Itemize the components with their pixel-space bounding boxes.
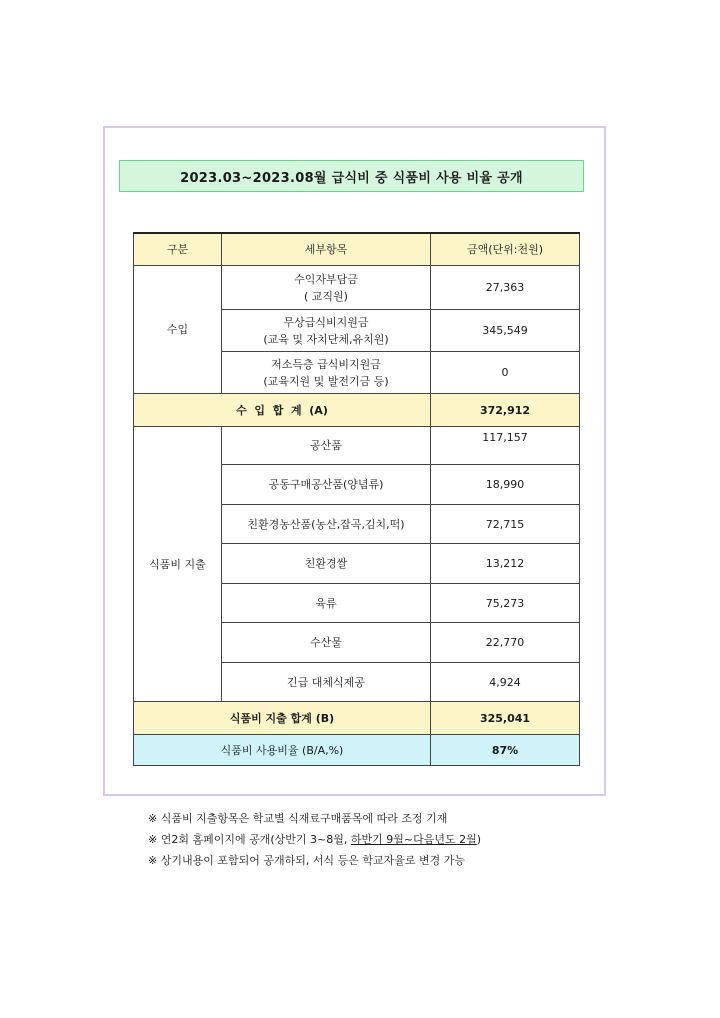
food-value-cell: 4,924 (431, 663, 580, 702)
ratio-value: 87% (431, 735, 580, 766)
table-row (134, 266, 580, 310)
food-total-value: 325,041 (431, 702, 580, 735)
note-2-suffix: ) (476, 833, 481, 846)
food-total-label: 식품비 지출 합계 (B) (134, 702, 431, 735)
income-item-line2: (교육 및 자치단체,유치원) (263, 332, 389, 346)
budget-table (133, 232, 580, 766)
income-item-line2: (교육지원 및 발전기금 등) (263, 374, 389, 388)
food-value-cell: 75,273 (431, 584, 580, 623)
income-item-line1: 저소득층 급식비지원금 (271, 357, 381, 371)
income-value-cell: 345,549 (431, 310, 580, 352)
note-2-sep: , (343, 833, 351, 846)
note-2-prefix: ※ 연2회 홈페이지에 공개( (148, 833, 275, 846)
food-item-cell: 공동구매공산품(양념류) (222, 465, 431, 505)
food-value-cell: 22,770 (431, 623, 580, 663)
note-3: ※ 상기내용이 포함되어 공개하되, 서식 등은 학교자율로 변경 가능 (148, 854, 465, 867)
food-item-cell: 긴급 대체식제공 (222, 663, 431, 702)
food-item-cell: 친환경쌀 (222, 544, 431, 584)
income-item-line1: 무상급식비지원금 (283, 315, 369, 329)
header-category: 구분 (134, 233, 222, 266)
food-value-cell: 18,990 (431, 465, 580, 505)
note-2 (148, 829, 481, 850)
income-value-cell: 27,363 (431, 266, 580, 310)
table-row (134, 427, 580, 465)
food-value-cell: 13,212 (431, 544, 580, 584)
header-item: 세부항목 (222, 233, 431, 266)
food-total-row (134, 702, 580, 735)
ratio-label: 식품비 사용비율 (B/A,%) (134, 735, 431, 766)
food-item-cell: 친환경농산품(농산,잡곡,김치,떡) (222, 505, 431, 544)
income-item-cell (222, 266, 431, 310)
income-total-label: 수 입 합 계 (A) (134, 394, 431, 427)
income-item-line1: 수익자부담금 (294, 272, 358, 286)
ratio-row (134, 735, 580, 766)
food-value-cell: 117,157 (431, 427, 580, 465)
table-header-row (134, 233, 580, 266)
food-item-cell: 공산품 (222, 427, 431, 465)
food-value-cell: 72,715 (431, 505, 580, 544)
header-amount: 금액(단위:천원) (431, 233, 580, 266)
food-item-cell: 수산물 (222, 623, 431, 663)
note-2-part1: 상반기 3~8월 (274, 833, 344, 846)
food-category-cell: 식품비 지출 (134, 427, 222, 702)
title-text: 2023.03~2023.08월 급식비 중 식품비 사용 비율 공개 (180, 170, 523, 186)
income-item-line2: ( 교직원) (304, 289, 348, 303)
notes (148, 808, 481, 871)
income-category-cell: 수입 (134, 266, 222, 394)
income-item-cell (222, 310, 431, 352)
document-title (119, 160, 584, 192)
income-item-cell (222, 352, 431, 394)
food-item-cell: 육류 (222, 584, 431, 623)
note-1: ※ 식품비 지출항목은 학교별 식재료구매품목에 따라 조정 기재 (148, 812, 448, 825)
income-value-cell: 0 (431, 352, 580, 394)
note-2-part2: 하반기 9월~다음년도 2월 (350, 833, 477, 846)
income-total-value: 372,912 (431, 394, 580, 427)
income-total-row (134, 394, 580, 427)
